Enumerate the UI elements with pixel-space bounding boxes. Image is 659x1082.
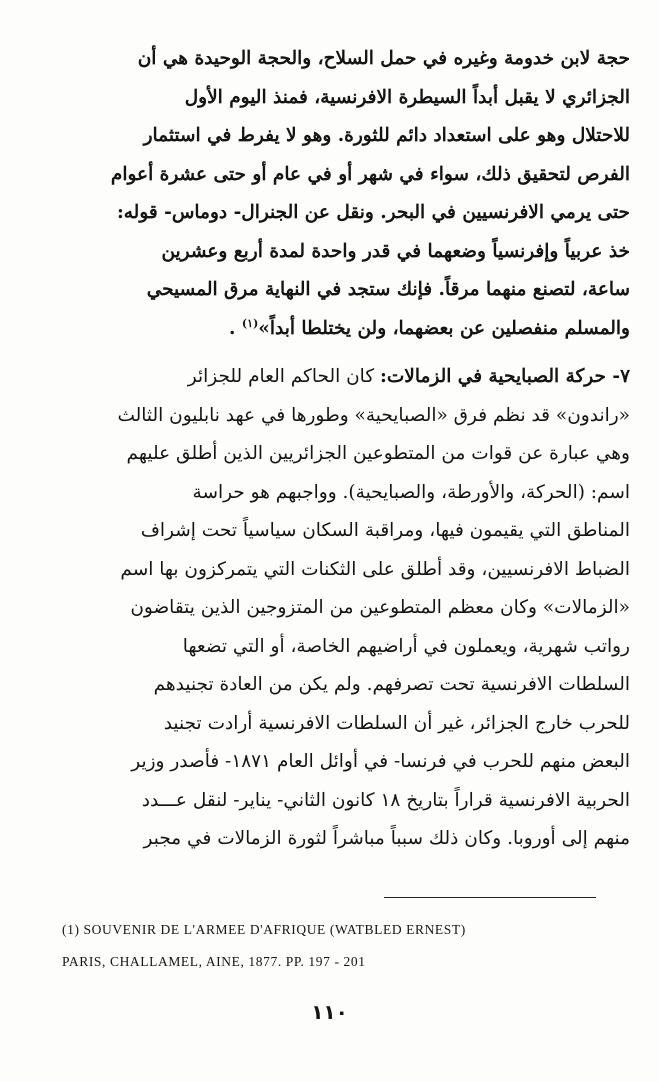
text-line: الفرص لتحقيق ذلك، سواء في شهر أو في عام أو حتى عشرة أعوام [110,163,630,185]
text-line: رواتب شهرية، ويعملون في أراضيهم الخاصة، أو التي تضعها [182,635,630,657]
text-line: السلطات الافرنسية تحت تصرفهم. ولم يكن من العادة تجنيدهم [153,674,630,695]
text-line: البعض منهم للحرب في فرنسا- في أوائل العام ١٨٧١- فأصدر وزير [131,751,630,772]
last-line-end: . [229,317,236,339]
text-line: ساعة، لتصنع منهما مرقاً. فإنك ستجد في النهاية مرق المسيحي [146,279,630,300]
paragraph-gap [30,348,630,358]
section-first-line [30,358,630,397]
text-line: وهي عبارة عن قوات من المتطوعين الجزائريين الذين أطلق عليهم [126,443,630,464]
footnote-line-1: (1) SOUVENIR DE L'ARMEE D'AFRIQUE (WATBLED ERNEST) [62,922,466,937]
footnote-marker: (١) [241,316,259,330]
page-number: ١١٠ [311,1000,348,1024]
text-line: خذ عربياً وإفرنسياً وضعهما في قدر واحدة لمدة أربع وعشرين [161,240,630,262]
footnote-line-2: PARIS, CHALLAMEL, AINE, 1877. PP. 197 - 201 [62,954,366,969]
last-line-text: والمسلم منفصلين عن بعضهما، ولن يختلطا أبداً» [258,317,630,339]
text-line: حتى يرمي الافرنسيين في البحر. ونقل عن الجنرال- دوماس- قوله: [116,202,630,223]
text-line: حجة لابن خدومة وغيره في حمل السلاح، والحجة الوحيدة هي أن [137,48,630,69]
section-first-line-text: كان الحاكم العام للجزائر [187,366,375,387]
text-line: الحربية الافرنسية قراراً بتاريخ ١٨ كانون الثاني- يناير- لنقل عـــدد [141,789,630,811]
text-line: «راندون» قد نظم فرق «الصبايحية» وطورها في عهد نابليون الثالث [117,404,630,426]
text-line: «الزمالات» وكان معظم المتطوعين من المتزوجين الذين يتقاضون [130,597,630,618]
text-line: الجزائري لا يقبل أبداً السيطرة الافرنسية، فمنذ اليوم الأول [184,86,630,108]
text-line-last [30,310,630,349]
text-line: للاحتلال وهو على استعداد دائم للثورة. وهو لا يفرط في استثمار [143,125,630,146]
text-line: اسم: (الحركة، والأورطة، والصبايحية). وواجبهم هو حراسة [192,481,630,503]
text-line: للحرب خارج الجزائر، غير أن السلطات الافرنسية أرادت تجنيد [163,712,630,734]
text-line: المناطق التي يقيمون فيها، ومراقبة السكان سياسياً تحت إشراف [140,520,630,541]
section-heading: ٧- حركة الصبايحية في الزمالات: [380,366,630,387]
text-line: الضباط الافرنسيين، وقد أطلق على الثكنات التي يتمركزون بها اسم [120,558,630,580]
footnote-divider [384,897,596,898]
text-line: منهم إلى أوروبا. وكان ذلك سبباً مباشراً لثورة الزمالات في مجبر [143,828,630,849]
main-text [30,40,630,859]
